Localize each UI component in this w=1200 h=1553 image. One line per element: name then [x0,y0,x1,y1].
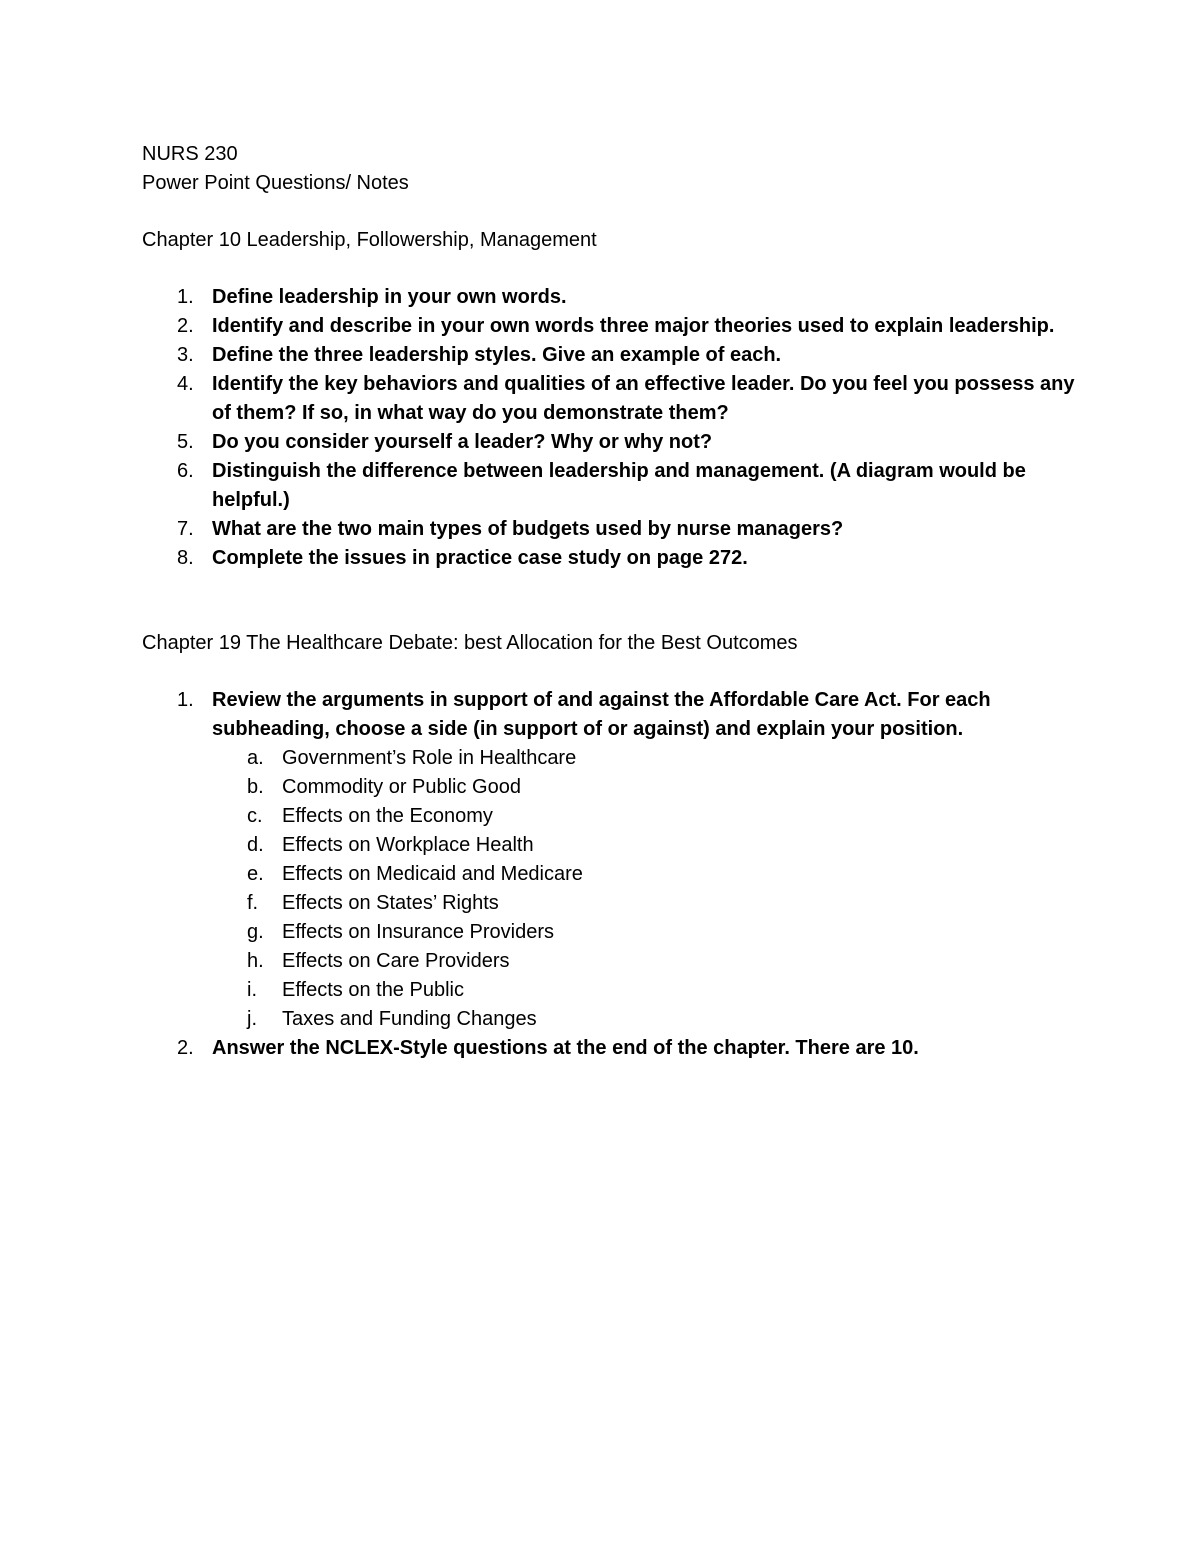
spacer [142,255,1082,283]
spacer [142,198,1082,226]
sub-list-marker: b. [247,776,264,798]
list-item [142,544,1082,573]
list-item [142,515,1082,544]
list-marker: 1. [177,286,194,308]
subheading-text: Commodity or Public Good [282,776,521,798]
subheading-text: Government’s Role in Healthcare [282,747,577,769]
sub-list-item [212,889,1082,918]
sub-list-item [212,947,1082,976]
question-text: Identify the key behaviors and qualities of an effective leader. Do you feel you possess any of them? If so, in what way do you demonstrate them? [212,373,1075,424]
subheading-text: Effects on Workplace Health [282,834,534,856]
sub-list-item [212,773,1082,802]
course-title: NURS 230 [142,143,238,165]
list-item [142,428,1082,457]
list-item [142,370,1082,428]
question-text: Identify and describe in your own words three major theories used to explain leadership. [212,315,1055,337]
sub-list-marker: j. [247,1008,257,1030]
list-item [142,312,1082,341]
chapter-10-heading: Chapter 10 Leadership, Followership, Management [142,229,597,251]
document-subtitle: Power Point Questions/ Notes [142,172,409,194]
question-text: Define leadership in your own words. [212,286,567,308]
subheading-list [212,744,1082,1034]
sub-list-marker: h. [247,950,264,972]
subheading-text: Effects on the Economy [282,805,493,827]
list-item [142,686,1082,1034]
sub-list-marker: c. [247,805,263,827]
sub-list-item [212,744,1082,773]
sub-list-marker: d. [247,834,264,856]
sub-list-item [212,918,1082,947]
sub-list-marker: f. [247,892,259,914]
list-marker: 4. [177,373,194,395]
subheading-text: Taxes and Funding Changes [282,1008,537,1030]
question-text: Do you consider yourself a leader? Why or why not? [212,431,713,453]
list-marker: 2. [177,1037,194,1059]
question-text: Answer the NCLEX-Style questions at the end of the chapter. There are 10. [212,1037,919,1059]
list-marker: 8. [177,547,194,569]
spacer [142,658,1082,686]
question-text: Complete the issues in practice case study on page 272. [212,547,748,569]
question-text: What are the two main types of budgets used by nurse managers? [212,518,844,540]
sub-list-item [212,860,1082,889]
document-page [142,140,1082,1063]
list-marker: 2. [177,315,194,337]
sub-list-item [212,976,1082,1005]
subheading-text: Effects on Insurance Providers [282,921,554,943]
sub-list-marker: a. [247,747,264,769]
question-text: Define the three leadership styles. Give an example of each. [212,344,782,366]
subheading-text: Effects on the Public [282,979,464,1001]
list-item [142,457,1082,515]
sub-list-marker: e. [247,863,264,885]
list-marker: 7. [177,518,194,540]
chapter-10-question-list [142,283,1082,573]
chapter-19-question-list [142,686,1082,1063]
list-marker: 6. [177,460,194,482]
list-marker: 1. [177,689,194,711]
sub-list-item [212,1005,1082,1034]
list-item [142,283,1082,312]
sub-list-marker: i. [247,979,257,1001]
subheading-text: Effects on States’ Rights [282,892,499,914]
question-text: Review the arguments in support of and against the Affordable Care Act. For each subheading, choose a side (in support of or against) and explain your position. [212,689,991,740]
list-item [142,341,1082,370]
list-marker: 5. [177,431,194,453]
list-item [142,1034,1082,1063]
list-marker: 3. [177,344,194,366]
sub-list-item [212,802,1082,831]
subheading-text: Effects on Medicaid and Medicare [282,863,583,885]
spacer [142,573,1082,629]
sub-list-item [212,831,1082,860]
question-text: Distinguish the difference between leadership and management. (A diagram would be helpful.) [212,460,1026,511]
chapter-19-heading: Chapter 19 The Healthcare Debate: best Allocation for the Best Outcomes [142,632,798,654]
subheading-text: Effects on Care Providers [282,950,510,972]
sub-list-marker: g. [247,921,264,943]
